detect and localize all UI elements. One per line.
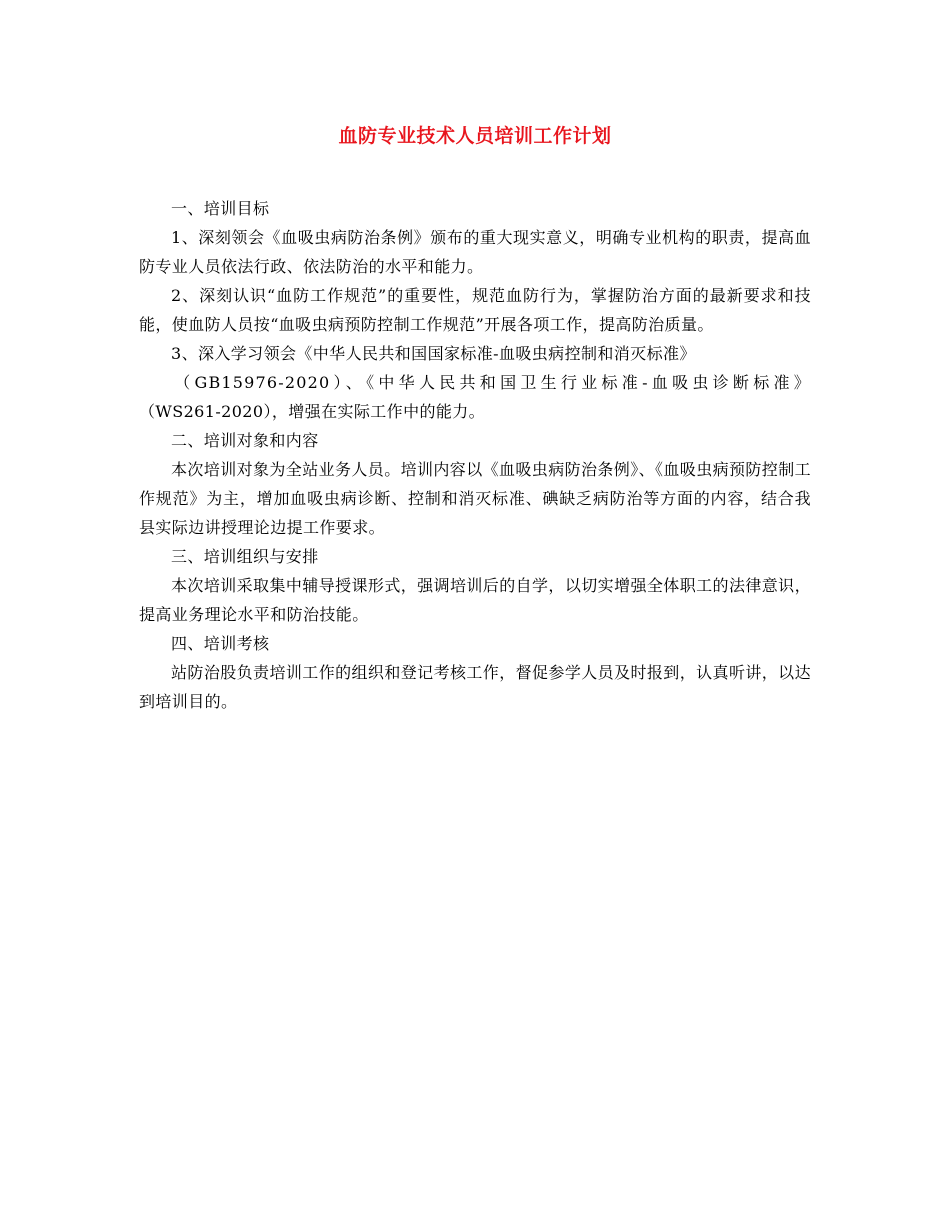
assessment-paragraph: 站防治股负责培训工作的组织和登记考核工作，督促参学人员及时报到，认真听讲，以达到培训目的。: [139, 663, 811, 711]
document-title: 血防专业技术人员培训工作计划: [338, 125, 612, 147]
goal-item-1: 1、深刻领会《血吸虫病防治条例》颁布的重大现实意义，明确专业机构的职责，提高血防专业人员依法行政、依法防治的水平和能力。: [139, 228, 811, 276]
section-heading-assessment: 四、培训考核: [171, 634, 270, 653]
goal-item-3-standard-gb: （GB15976-2020）、《中华人民共和国卫生行业标准-血吸虫诊断标准》: [174, 373, 811, 392]
goal-item-2: 2、深刻认识“血防工作规范”的重要性，规范血防行为，掌握防治方面的最新要求和技能，使血防人员按“血吸虫病预防控制工作规范”开展各项工作，提高防治质量。: [139, 286, 811, 334]
section-heading-goals: 一、培训目标: [171, 199, 270, 218]
audience-content-paragraph: 本次培训对象为全站业务人员。培训内容以《血吸虫病防治条例》、《血吸虫病预防控制工作规范》为主，增加血吸虫病诊断、控制和消灭标准、碘缺乏病防治等方面的内容，结合我县实际边讲授理论边提工作要求。: [139, 460, 812, 537]
section-heading-audience: 二、培训对象和内容: [171, 431, 319, 450]
goal-item-3-standard-ws: （WS261-2020），增强在实际工作中的能力。: [139, 402, 486, 421]
goal-item-3: 3、深入学习领会《中华人民共和国国家标准-血吸虫病控制和消灭标准》: [171, 344, 696, 363]
section-heading-organization: 三、培训组织与安排: [171, 547, 319, 566]
document-body: [139, 194, 811, 716]
organization-paragraph: 本次培训采取集中辅导授课形式，强调培训后的自学，以切实增强全体职工的法律意识，提高业务理论水平和防治技能。: [139, 576, 811, 624]
